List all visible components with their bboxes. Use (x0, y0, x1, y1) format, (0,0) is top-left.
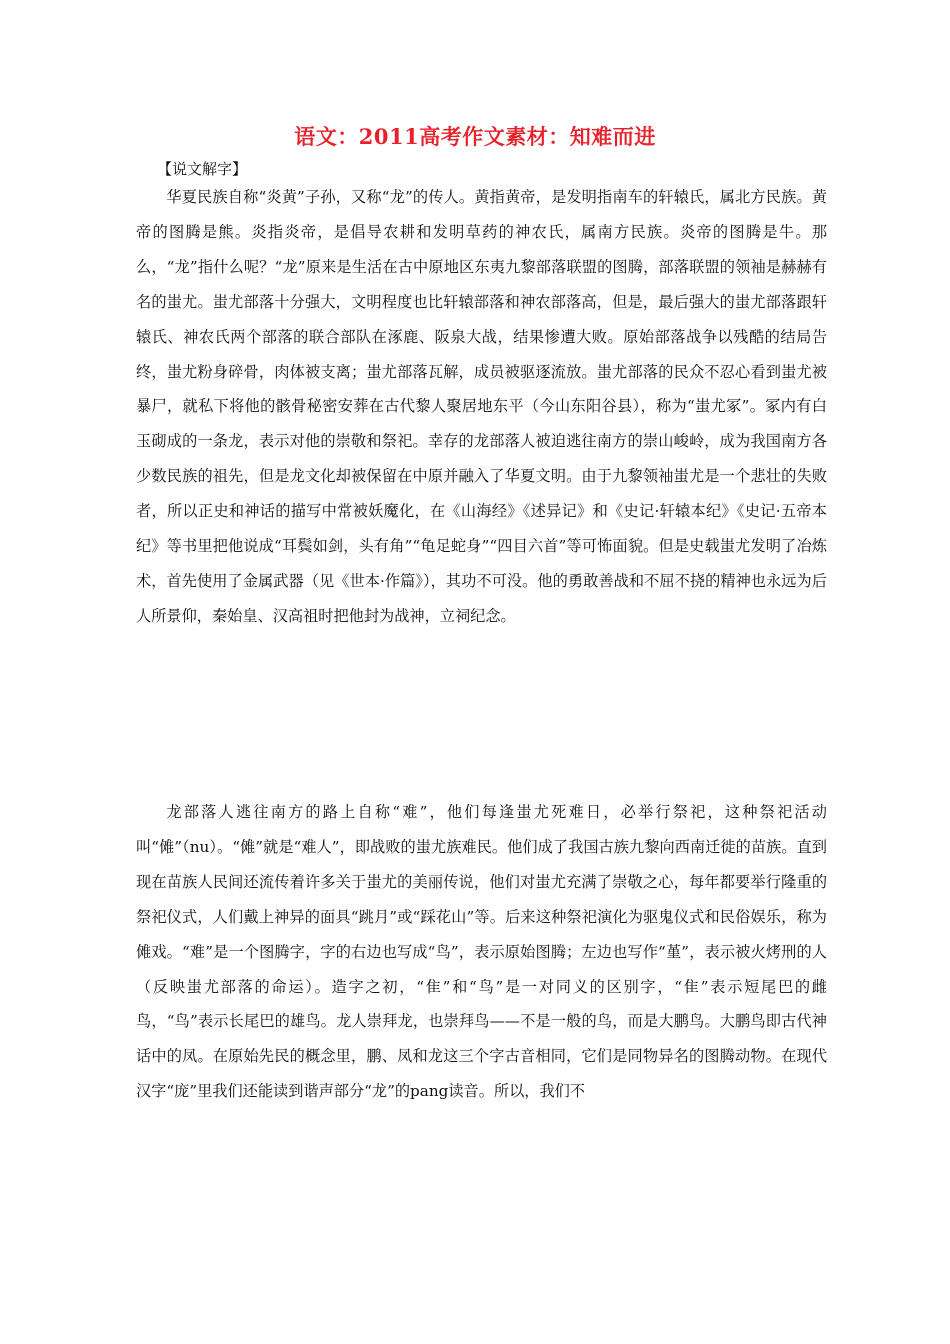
section-label: 【说文解字】 (157, 160, 248, 178)
body-paragraph: 龙部落人逃往南方的路上自称“难”，他们每逢蚩尤死难日，必举行祭祀，这种祭祀活动叫“傩”（nu）。“傩”就是“难人”，即战败的蚩尤族难民。他们成了我国古族九黎向西南迁徙的苗族。直到现在苗族人民间还流传着许多关于蚩尤的美丽传说，他们对蚩尤充满了崇敬之心，每年都要举行隆重的祭祀仪式，人们戴上神异的面具“跳月”或“踩花山”等。后来这种祭祀演化为驱鬼仪式和民俗娱乐，称为傩戏。“难”是一个图腾字，字的右边也写成“鸟”，表示原始图腾；左边也写作“堇”，表示被火烤刑的人（反映蚩尤部落的命运）。造字之初，“隹”和“鸟”是一对同义的区别字，“隹”表示短尾巴的雌鸟，“鸟”表示长尾巴的雄鸟。龙人崇拜龙，也崇拜鸟——不是一般的鸟，而是大鹏鸟。大鹏鸟即古代神话中的凤。在原始先民的概念里，鹏、凤和龙这三个字古音相同，它们是同物异名的图腾动物。在现代汉字“庞”里我们还能读到谐声部分“龙”的pang读音。所以，我们不 (136, 803, 827, 1101)
page-title: 语文：2011高考作文素材：知难而进 (294, 124, 656, 149)
body-paragraph: 华夏民族自称“炎黄”子孙，又称“龙”的传人。黄指黄帝，是发明指南车的轩辕氏，属北方民族。黄帝的图腾是熊。炎指炎帝，是倡导农耕和发明草药的神农氏，属南方民族。炎帝的图腾是牛。那么，“龙”指什么呢？“龙”原来是生活在古中原地区东夷九黎部落联盟的图腾，部落联盟的领袖是赫赫有名的蚩尤。蚩尤部落十分强大，文明程度也比轩辕部落和神农部落高，但是，最后强大的蚩尤部落跟轩辕氏、神农氏两个部落的联合部队在涿鹿、阪泉大战，结果惨遭大败。原始部落战争以残酷的结局告终，蚩尤粉身碎骨，肉体被支离；蚩尤部落瓦解，成员被驱逐流放。蚩尤部落的民众不忍心看到蚩尤被暴尸，就私下将他的骸骨秘密安葬在古代黎人聚居地东平（今山东阳谷县），称为“蚩尤冢”。冢内有白玉砌成的一条龙，表示对他的崇敬和祭祀。幸存的龙部落人被迫逃往南方的崇山峻岭，成为我国南方各少数民族的祖先，但是龙文化却被保留在中原并融入了华夏文明。由于九黎领袖蚩尤是一个悲壮的失败者，所以正史和神话的描写中常被妖魔化，在《山海经》《述异记》和《史记·轩辕本纪》《史记·五帝本纪》等书里把他说成“耳鬓如剑，头有角”“龟足蛇身”“四目六首”等可怖面貌。但是史载蚩尤发明了冶炼术，首先使用了金属武器（见《世本·作篇》），其功不可没。他的勇敢善战和不屈不挠的精神也永远为后人所景仰，秦始皇、汉高祖时把他封为战神，立祠纪念。 (136, 188, 827, 625)
